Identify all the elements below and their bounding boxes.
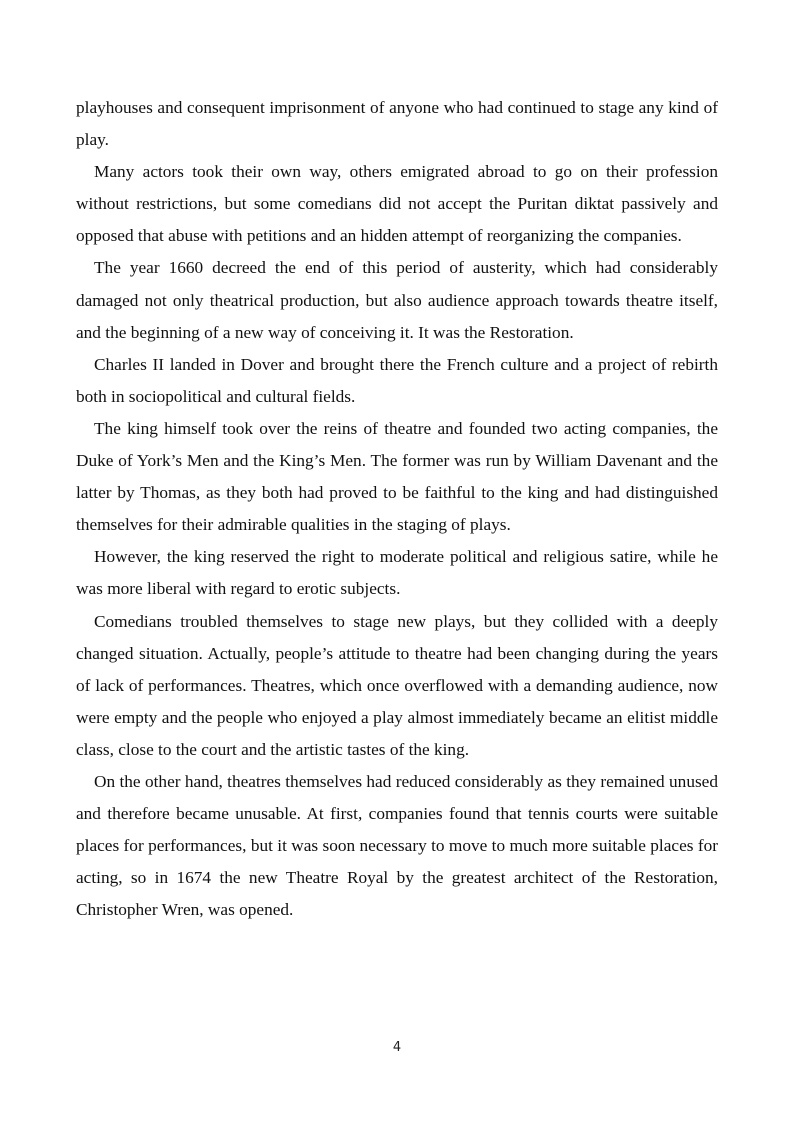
paragraph-continuation: playhouses and consequent imprisonment of anyone who had continued to stage any kind of play. [76, 98, 718, 150]
paragraph-charles-ii: Charles II landed in Dover and brought there the French culture and a project of rebirth both in sociopolitical and cultural fields. [76, 354, 718, 406]
paragraph-theatres: On the other hand, theatres themselves had reduced considerably as they remained unused and therefore became unusable. At first, companies found that tennis courts were suitable places for performances, but it was soon necessary to move to much more suitable places for acting, so in 1674 the new Theatre Royal by the greatest architect of the Restoration, Christopher Wren, was opened. [76, 771, 718, 920]
paragraph-restoration: The year 1660 decreed the end of this period of austerity, which had considerably damaged not only theatrical production, but also audience approach towards theatre itself, and the beginning of a new way of conceiving it. It was the Restoration. [76, 258, 718, 342]
paragraph-satire: However, the king reserved the right to moderate political and religious satire, while he was more liberal with regard to erotic subjects. [76, 547, 718, 599]
page-number: 4 [392, 1040, 402, 1055]
paragraph-acting-companies: The king himself took over the reins of theatre and founded two acting companies, the Duke of York’s Men and the King’s Men. The former was run by William Davenant and the latter by Thomas, as they both had proved to be faithful to the king and had distinguished themselves for their admirable qualities in the staging of plays. [76, 418, 718, 535]
paragraph-actors: Many actors took their own way, others emigrated abroad to go on their profession without restrictions, but some comedians did not accept the Puritan diktat passively and opposed that abuse with petitions and an hidden attempt of reorganizing the companies. [76, 162, 718, 246]
document-body [76, 92, 718, 926]
paragraph-comedians: Comedians troubled themselves to stage new plays, but they collided with a deeply changed situation. Actually, people’s attitude to theatre had been changing during the years of lack of performances. Theatres, which once overflowed with a demanding audience, now were empty and the people who enjoyed a play almost immediately became an elitist middle class, close to the court and the artistic tastes of the king. [76, 611, 718, 759]
